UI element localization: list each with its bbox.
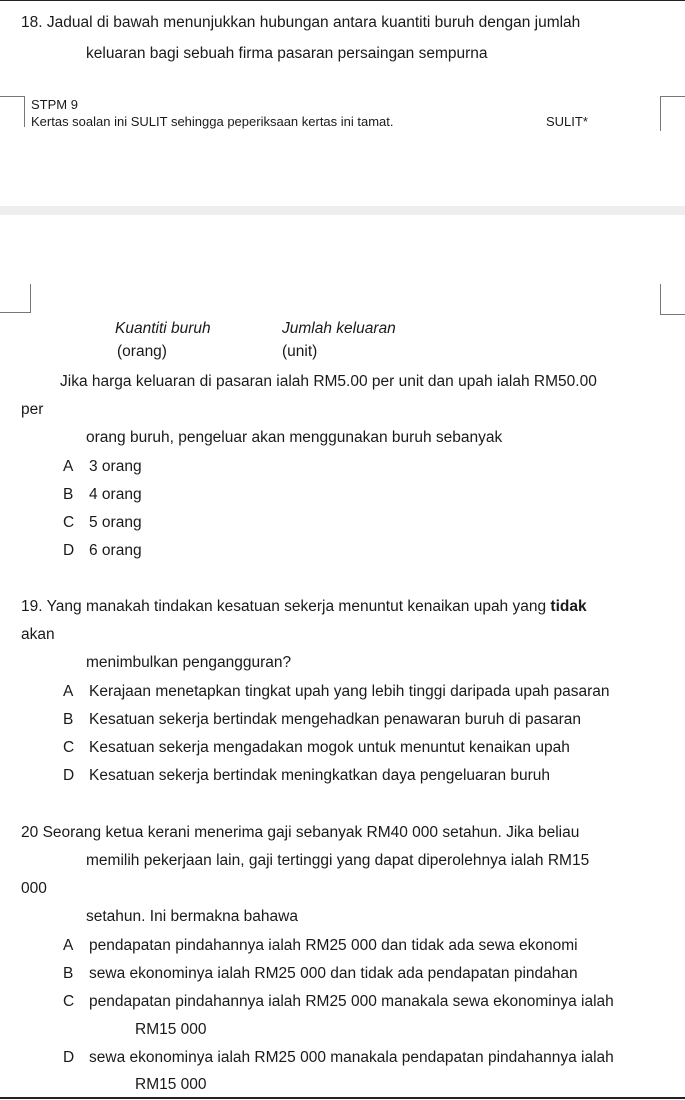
- q18-text-line1: Jika harga keluaran di pasaran ialah RM5.00 per unit dan upah ialah RM50.00: [60, 373, 597, 390]
- option-text: Kerajaan menetapkan tingkat upah yang lebih tinggi daripada upah pasaran: [89, 683, 610, 700]
- option-letter: D: [63, 542, 75, 559]
- q20-stem-line2: memilih pekerjaan lain, gaji tertinggi yang dapat diperolehnya ialah RM15: [86, 852, 590, 869]
- q20-option-d[interactable]: [63, 1049, 614, 1067]
- q18-option-a[interactable]: [63, 458, 142, 476]
- q20-stem-text1: Seorang ketua kerani menerima gaji sebanyak RM40 000 setahun. Jika beliau: [42, 824, 580, 841]
- option-text: Kesatuan sekerja bertindak meningkatkan daya pengeluaran buruh: [89, 767, 551, 784]
- page-bottom-border: [0, 1097, 685, 1099]
- crop-mark-bottom-right: [660, 284, 685, 315]
- q19-option-c[interactable]: [63, 739, 570, 757]
- option-text: Kesatuan sekerja bertindak mengehadkan penawaran buruh di pasaran: [89, 711, 582, 728]
- q19-stem-line3: menimbulkan pengangguran?: [86, 654, 292, 671]
- option-letter: B: [63, 486, 74, 503]
- option-text: pendapatan pindahannya ialah RM25 000 dan tidak ada sewa ekonomi: [89, 937, 578, 954]
- q19-stem-line2: akan: [21, 626, 55, 643]
- table-col2-label: Jumlah keluaran: [282, 320, 396, 337]
- q18-stem-line2: keluaran bagi sebuah firma pasaran persaingan sempurna: [86, 45, 488, 62]
- option-text: pendapatan pindahannya ialah RM25 000 manakala sewa ekonominya ialah: [89, 993, 614, 1010]
- option-text: Kesatuan sekerja mengadakan mogok untuk menuntut kenaikan upah: [89, 739, 570, 756]
- q19-option-d[interactable]: [63, 767, 550, 785]
- option-letter: C: [63, 993, 75, 1010]
- q18-number: 18.: [21, 14, 43, 31]
- q20-stem-line4: setahun. Ini bermakna bahawa: [86, 908, 298, 925]
- option-text: 6 orang: [89, 542, 142, 559]
- q20-option-c[interactable]: [63, 993, 614, 1011]
- q18-stem-line1: [21, 14, 580, 32]
- table-col1-label: Kuantiti buruh: [115, 320, 211, 337]
- option-text: 5 orang: [89, 514, 142, 531]
- q20-option-b[interactable]: [63, 965, 578, 983]
- option-letter: B: [63, 965, 74, 982]
- crop-mark-top-left: [0, 96, 25, 127]
- option-text: sewa ekonominya ialah RM25 000 dan tidak ada pendapatan pindahan: [89, 965, 578, 982]
- q19-option-a[interactable]: [63, 683, 610, 701]
- q20-option-c-cont: RM15 000: [135, 1021, 207, 1038]
- table-col1-unit: (orang): [117, 343, 167, 360]
- option-text: 3 orang: [89, 458, 142, 475]
- option-letter: A: [63, 683, 74, 700]
- option-letter: A: [63, 458, 74, 475]
- option-text: 4 orang: [89, 486, 142, 503]
- option-letter: B: [63, 711, 74, 728]
- option-letter: C: [63, 739, 75, 756]
- q19-stem-text1: Yang manakah tindakan kesatuan sekerja menuntut kenaikan upah yang: [46, 598, 547, 615]
- q20-option-a[interactable]: [63, 937, 578, 955]
- option-text: sewa ekonominya ialah RM25 000 manakala pendapatan pindahannya ialah: [89, 1049, 614, 1066]
- q19-number: 19.: [21, 598, 43, 615]
- page-break-band: [0, 206, 685, 215]
- q20-option-d-cont: RM15 000: [135, 1076, 207, 1093]
- q20-stem-line3: 000: [21, 880, 47, 897]
- q19-stem-bold: tidak: [550, 598, 587, 615]
- q18-stem-text1: Jadual di bawah menunjukkan hubungan antara kuantiti buruh dengan jumlah: [46, 14, 581, 31]
- q20-number: 20: [21, 824, 39, 841]
- header-sulit: SULIT*: [546, 114, 588, 129]
- q18-text-line2: per: [21, 401, 44, 418]
- table-col2-unit: (unit): [282, 343, 318, 360]
- crop-mark-top-right: [660, 96, 685, 131]
- option-letter: A: [63, 937, 74, 954]
- option-letter: C: [63, 514, 75, 531]
- crop-mark-bottom-left: [0, 284, 31, 313]
- option-letter: D: [63, 767, 75, 784]
- q20-stem-line1: [21, 824, 579, 842]
- q18-option-c[interactable]: [63, 514, 142, 532]
- q18-option-d[interactable]: [63, 542, 142, 560]
- header-note: Kertas soalan ini SULIT sehingga peperiksaan kertas ini tamat.: [31, 114, 394, 129]
- page-top-border: [0, 0, 685, 1]
- header-code: STPM 9: [31, 97, 78, 112]
- q18-text-line3: orang buruh, pengeluar akan menggunakan buruh sebanyak: [86, 429, 503, 446]
- q19-option-b[interactable]: [63, 711, 581, 729]
- q19-stem-line1: [21, 598, 587, 616]
- q18-option-b[interactable]: [63, 486, 142, 504]
- option-letter: D: [63, 1049, 75, 1066]
